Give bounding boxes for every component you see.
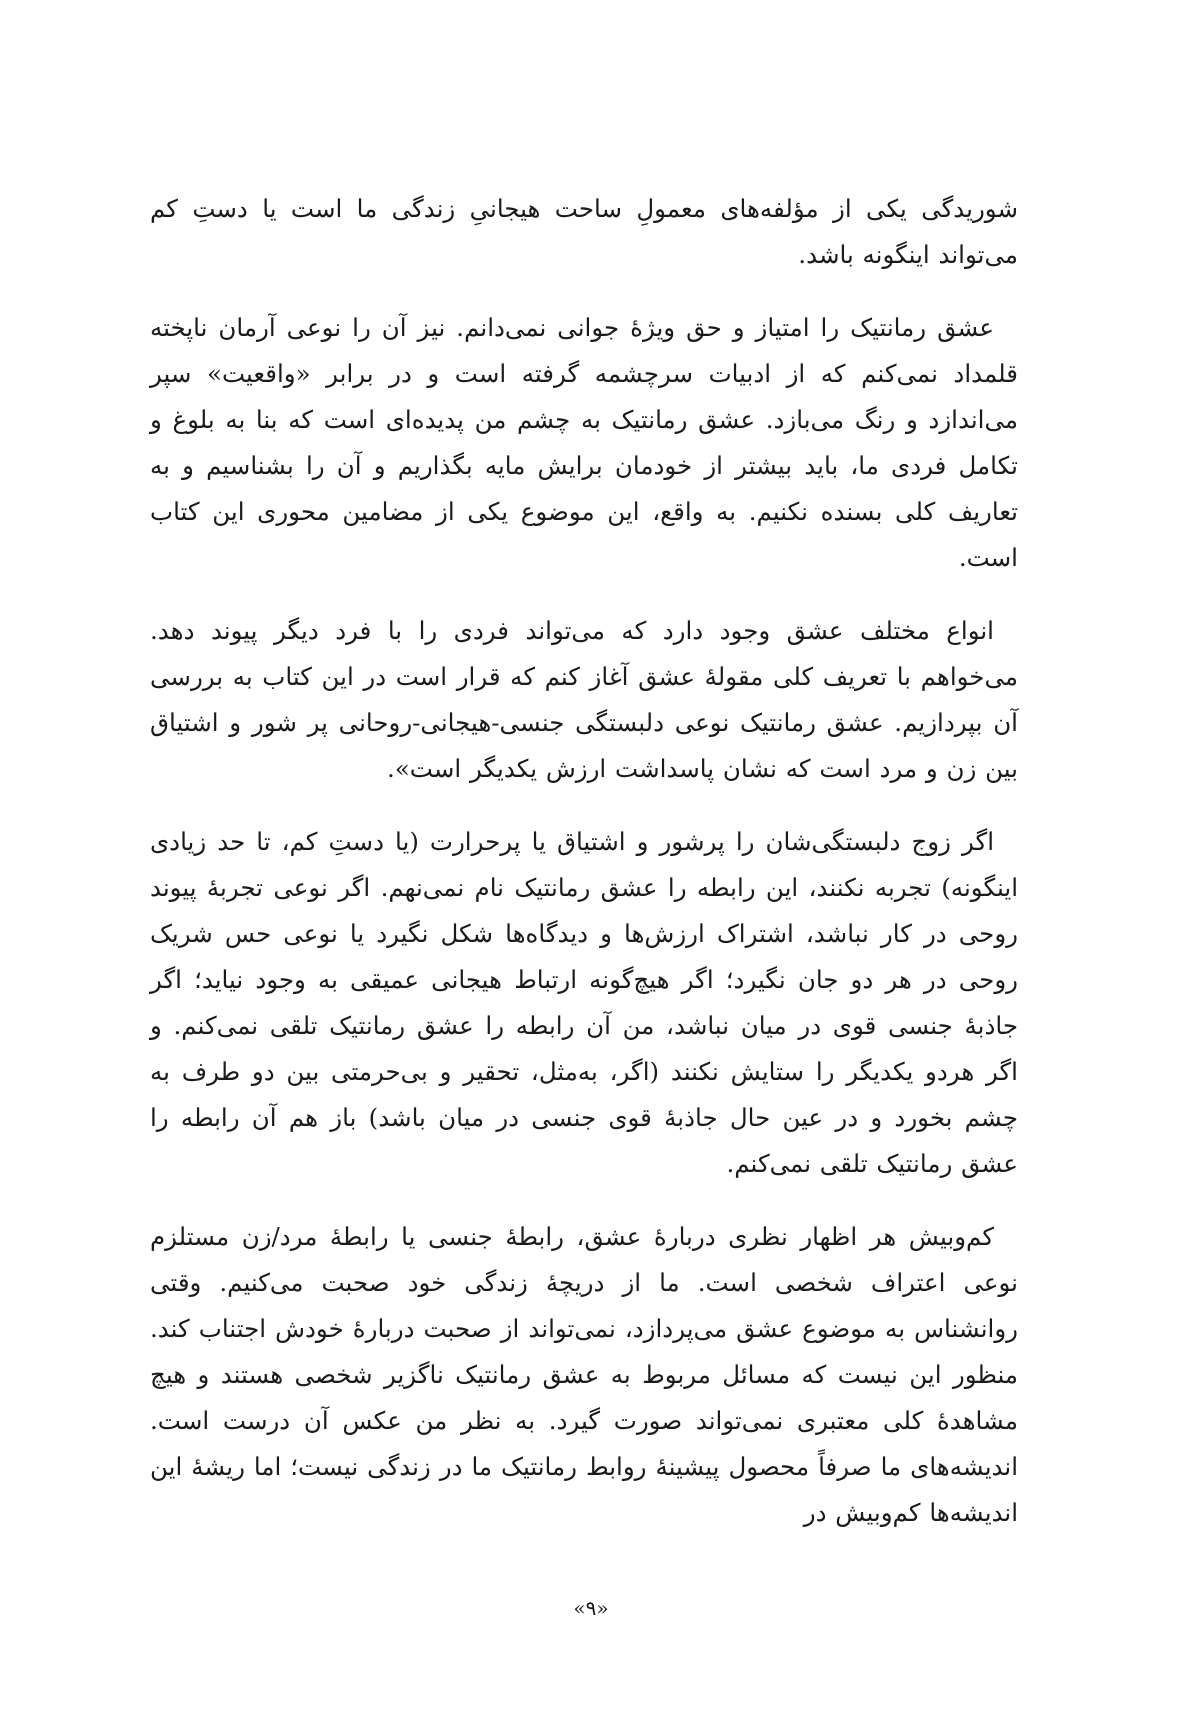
body-text — [150, 186, 1018, 1563]
paragraph: شوریدگی یکی از مؤلفه‌های معمولِ ساحت هیجانیِ زندگی ما است یا دستِ کم می‌تواند اینگونه باشد. — [150, 194, 1018, 269]
paragraph: کم‌وبیش هر اظهار نظری دربارهٔ عشق، رابطهٔ جنسی یا رابطهٔ مرد/زن مستلزم نوعی اعتراف شخصی است. ما از دریچهٔ زندگی خود صحبت می‌کنیم. وقتی روانشناس به موضوع عشق می‌پردازد، نمی‌تواند از صحبت دربارهٔ خودش اجتناب کند. منظور این نیست که مسائل مربوط به عشق رمانتیک ناگزیر شخصی هستند و هیچ مشاهدهٔ کلی معتبری نمی‌تواند صورت گیرد. به نظر من عکس آن درست است. اندیشه‌های ما صرفاً محصول پیشینهٔ روابط رمانتیک ما در زندگی نیست؛ اما ریشهٔ این اندیشه‌ها کم‌وبیش در — [150, 1222, 1018, 1527]
paragraph: اگر زوج دلبستگی‌شان را پرشور و اشتیاق یا پرحرارت (یا دستِ کم، تا حد زیادی اینگونه) تجربه نکنند، این رابطه را عشق رمانتیک نام نمی‌نهم. اگر نوعی تجربهٔ پیوند روحی در کار نباشد، اشتراک ارزش‌ها و دیدگاه‌ها شکل نگیرد یا نوعی حس شریک روحی در هر دو جان نگیرد؛ اگر هیچ‌گونه ارتباط هیجانی عمیقی به وجود نیاید؛ اگر جاذبهٔ جنسی قوی در میان نباشد، من آن رابطه را عشق رمانتیک تلقی نمی‌کنم. و اگر هردو یکدیگر را ستایش نکنند (اگر، به‌مثل، تحقیر و بی‌حرمتی بین دو طرف به چشم بخورد و در عین حال جاذبهٔ قوی جنسی در میان باشد) باز هم آن رابطه را عشق رمانتیک تلقی نمی‌کنم. — [150, 827, 1018, 1178]
page-number: «۹» — [573, 1596, 609, 1620]
paragraph: عشق رمانتیک را امتیاز و حق ویژهٔ جوانی نمی‌دانم. نیز آن را نوعی آرمان ناپخته قلمداد نمی‌کنم که از ادبیات سرچشمه گرفته است و در برابر «واقعیت» سپر می‌اندازد و رنگ می‌بازد. عشق رمانتیک به چشم من پدیده‌ای است که بنا به بلوغ و تکامل فردی ما، باید بیشتر از خودمان برایش مایه بگذاریم و آن را بشناسیم و به تعاریف کلی بسنده نکنیم. به واقع، این موضوع یکی از مضامین محوری این کتاب است. — [150, 313, 1018, 572]
paragraph: انواع مختلف عشق وجود دارد که می‌تواند فردی را با فرد دیگر پیوند دهد. می‌خواهم با تعریف کلی مقولهٔ عشق آغاز کنم که قرار است در این کتاب به بررسی آن بپردازیم. عشق رمانتیک نوعی دلبستگی جنسی-هیجانی-روحانی پر شور و اشتیاق بین زن و مرد است که نشان پاسداشت ارزش یکدیگر است». — [150, 616, 1018, 783]
